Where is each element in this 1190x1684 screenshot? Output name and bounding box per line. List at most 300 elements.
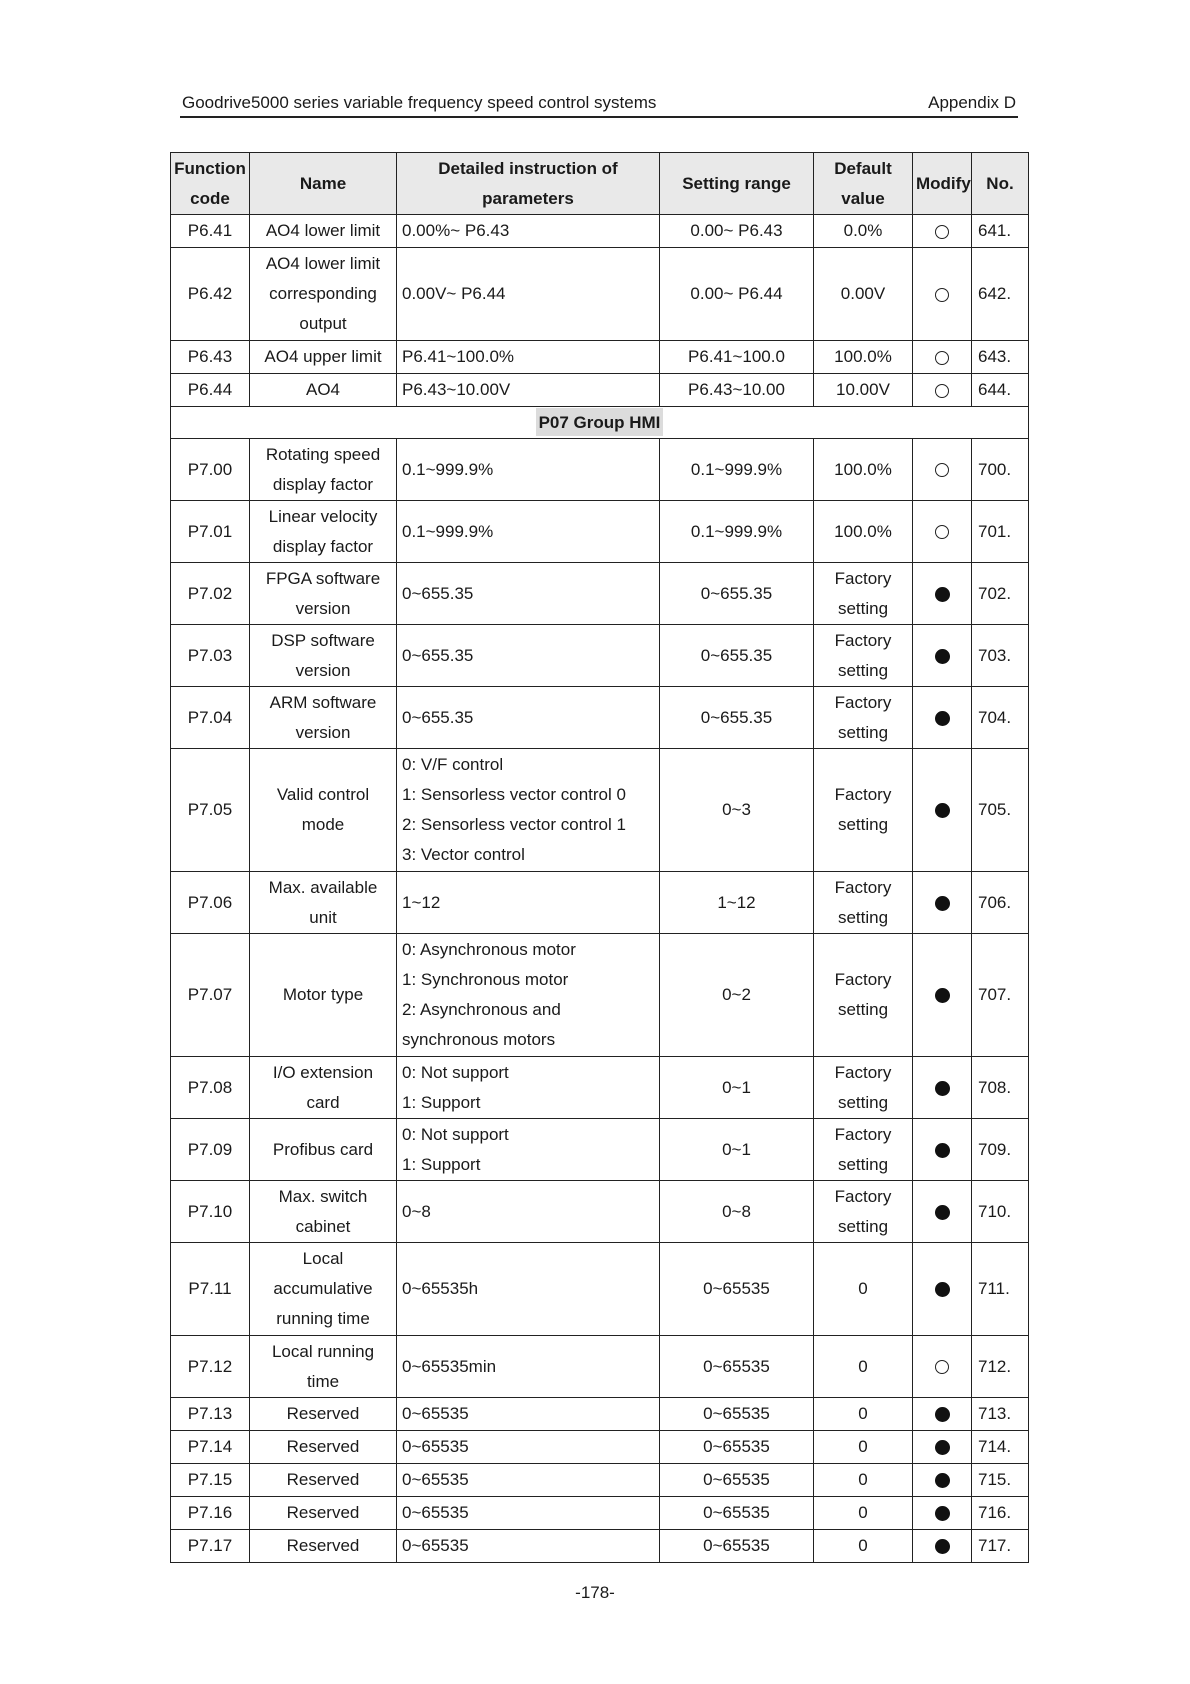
modify-cell bbox=[913, 1336, 972, 1398]
name-line: version bbox=[295, 722, 351, 742]
number-cell bbox=[972, 1398, 1029, 1431]
parameter-number: 717. bbox=[978, 1536, 1012, 1555]
setting-range: 0~65535 bbox=[703, 1437, 770, 1456]
name-cell bbox=[250, 1398, 397, 1431]
name-cell bbox=[250, 215, 397, 248]
detail-cell bbox=[397, 1119, 660, 1181]
function-code-cell bbox=[171, 563, 250, 625]
name-line: Max. switch bbox=[278, 1186, 368, 1206]
filled-circle-icon bbox=[935, 1282, 950, 1297]
default-line: setting bbox=[837, 907, 889, 927]
number-cell bbox=[972, 563, 1029, 625]
filled-circle-icon bbox=[935, 1143, 950, 1158]
setting-range-cell bbox=[660, 374, 814, 407]
filled-circle-icon bbox=[935, 896, 950, 911]
parameter-number: 702. bbox=[978, 583, 1012, 603]
table-row bbox=[171, 1497, 1029, 1530]
function-code: P7.17 bbox=[187, 1536, 233, 1555]
filled-circle-icon bbox=[935, 803, 950, 818]
function-code-cell bbox=[171, 687, 250, 749]
filled-circle-icon bbox=[935, 1473, 950, 1488]
function-code-cell bbox=[171, 341, 250, 374]
detail-cell bbox=[397, 248, 660, 341]
function-code-cell bbox=[171, 248, 250, 341]
name-line: Reserved bbox=[286, 1437, 360, 1456]
name-line: DSP software bbox=[271, 630, 375, 650]
detail-cell bbox=[397, 1464, 660, 1497]
detail-line: 0: Asynchronous motor bbox=[402, 940, 576, 959]
function-code: P7.07 bbox=[187, 985, 233, 1004]
default-value-cell bbox=[814, 563, 913, 625]
setting-range-cell bbox=[660, 563, 814, 625]
default-line: Factory bbox=[834, 1186, 892, 1206]
name-line: Profibus card bbox=[272, 1139, 374, 1159]
parameter-number: 706. bbox=[978, 892, 1012, 912]
number-cell bbox=[972, 687, 1029, 749]
function-code: P7.15 bbox=[187, 1470, 233, 1489]
number-cell bbox=[972, 625, 1029, 687]
parameter-number: 642. bbox=[978, 284, 1012, 303]
column-header-no: No. bbox=[972, 153, 1029, 215]
default-line: 100.0% bbox=[834, 459, 892, 479]
name-line: AO4 upper limit bbox=[264, 347, 382, 366]
detail-line: 0~65535 bbox=[402, 1536, 469, 1555]
setting-range-cell bbox=[660, 1243, 814, 1336]
number-cell bbox=[972, 1464, 1029, 1497]
default-line: setting bbox=[837, 598, 889, 618]
name-line: AO4 bbox=[305, 380, 341, 399]
number-cell bbox=[972, 934, 1029, 1057]
modify-cell bbox=[913, 872, 972, 934]
number-cell bbox=[972, 1181, 1029, 1243]
detail-cell bbox=[397, 374, 660, 407]
name-cell bbox=[250, 563, 397, 625]
default-line: Factory bbox=[834, 692, 892, 712]
function-code: P7.05 bbox=[187, 800, 233, 819]
modify-cell bbox=[913, 749, 972, 872]
detail-cell bbox=[397, 1336, 660, 1398]
default-line: 0.0% bbox=[843, 221, 883, 240]
setting-range: P6.43~10.00 bbox=[688, 380, 785, 399]
open-circle-icon bbox=[935, 1360, 949, 1374]
modify-cell bbox=[913, 563, 972, 625]
detail-line: 0~65535h bbox=[402, 1279, 479, 1298]
setting-range: 0~8 bbox=[722, 1201, 751, 1221]
detail-line: 0~65535min bbox=[402, 1356, 497, 1376]
function-code-cell bbox=[171, 1530, 250, 1563]
parameter-number: 713. bbox=[978, 1404, 1012, 1423]
section-label: Appendix D bbox=[928, 93, 1016, 112]
name-line: running time bbox=[276, 1309, 370, 1328]
name-cell bbox=[250, 687, 397, 749]
detail-line: 0~65535 bbox=[402, 1404, 469, 1423]
filled-circle-icon bbox=[935, 1440, 950, 1455]
function-code: P7.06 bbox=[187, 892, 233, 912]
detail-cell bbox=[397, 872, 660, 934]
detail-line: 1: Sensorless vector control 0 bbox=[402, 785, 626, 804]
table-row bbox=[171, 501, 1029, 563]
detail-line: 0~655.35 bbox=[402, 707, 474, 727]
table-body-after-group bbox=[171, 439, 1029, 1563]
setting-range: 0~655.35 bbox=[700, 583, 773, 603]
number-cell bbox=[972, 501, 1029, 563]
setting-range-cell bbox=[660, 215, 814, 248]
function-code: P7.03 bbox=[187, 645, 233, 665]
detail-line: 0.00V~ P6.44 bbox=[402, 284, 506, 303]
modify-cell bbox=[913, 934, 972, 1057]
setting-range: P6.41~100.0 bbox=[688, 347, 785, 366]
name-cell bbox=[250, 501, 397, 563]
name-line: Valid control bbox=[276, 785, 370, 804]
function-code: P6.44 bbox=[187, 380, 233, 399]
name-line: Reserved bbox=[286, 1404, 360, 1423]
parameter-number: 712. bbox=[978, 1356, 1012, 1376]
detail-cell bbox=[397, 934, 660, 1057]
setting-range: 0~65535 bbox=[703, 1356, 770, 1376]
default-value-cell bbox=[814, 625, 913, 687]
default-line: setting bbox=[837, 660, 889, 680]
name-cell bbox=[250, 1243, 397, 1336]
parameter-number: 710. bbox=[978, 1201, 1012, 1221]
setting-range-cell bbox=[660, 1181, 814, 1243]
open-circle-icon bbox=[935, 288, 949, 302]
function-code-cell bbox=[171, 1398, 250, 1431]
modify-cell bbox=[913, 1057, 972, 1119]
group-label: P07 Group HMI bbox=[536, 408, 664, 436]
name-cell bbox=[250, 749, 397, 872]
default-value-cell bbox=[814, 1181, 913, 1243]
function-code-cell bbox=[171, 1243, 250, 1336]
function-code: P7.08 bbox=[187, 1077, 233, 1097]
group-header-row bbox=[171, 407, 1029, 439]
name-cell bbox=[250, 1181, 397, 1243]
table-row bbox=[171, 1119, 1029, 1181]
modify-cell bbox=[913, 1181, 972, 1243]
detail-cell bbox=[397, 625, 660, 687]
default-value-cell bbox=[814, 934, 913, 1057]
open-circle-icon bbox=[935, 525, 949, 539]
default-line: 0 bbox=[858, 1437, 868, 1456]
table-header-row bbox=[171, 153, 1029, 215]
detail-line: synchronous motors bbox=[402, 1030, 556, 1049]
modify-cell bbox=[913, 374, 972, 407]
function-code-cell bbox=[171, 625, 250, 687]
setting-range-cell bbox=[660, 1336, 814, 1398]
modify-cell bbox=[913, 1497, 972, 1530]
page-header bbox=[180, 92, 1018, 118]
function-code: P7.11 bbox=[188, 1279, 232, 1298]
setting-range-cell bbox=[660, 934, 814, 1057]
name-line: card bbox=[306, 1092, 340, 1112]
setting-range: 0~65535 bbox=[703, 1470, 770, 1489]
parameter-number: 703. bbox=[978, 645, 1012, 665]
setting-range: 1~12 bbox=[717, 892, 756, 912]
default-value-cell bbox=[814, 374, 913, 407]
number-cell bbox=[972, 1497, 1029, 1530]
default-value-cell bbox=[814, 1243, 913, 1336]
modify-cell bbox=[913, 215, 972, 248]
default-value-cell bbox=[814, 1336, 913, 1398]
open-circle-icon bbox=[935, 351, 949, 365]
table-row bbox=[171, 1336, 1029, 1398]
table-row bbox=[171, 215, 1029, 248]
table-body-before-group bbox=[171, 215, 1029, 407]
detail-cell bbox=[397, 501, 660, 563]
name-line: Rotating speed bbox=[265, 444, 381, 464]
name-line: cabinet bbox=[295, 1216, 351, 1236]
default-line: setting bbox=[837, 1092, 889, 1112]
detail-line: 0~655.35 bbox=[402, 645, 474, 665]
number-cell bbox=[972, 1119, 1029, 1181]
column-header-default-value: Default value bbox=[814, 153, 913, 215]
detail-cell bbox=[397, 1530, 660, 1563]
function-code: P7.16 bbox=[187, 1503, 233, 1522]
name-line: Reserved bbox=[286, 1470, 360, 1489]
setting-range-cell bbox=[660, 1057, 814, 1119]
modify-cell bbox=[913, 1464, 972, 1497]
parameter-number: 711. bbox=[978, 1279, 1010, 1298]
number-cell bbox=[972, 749, 1029, 872]
number-cell bbox=[972, 1431, 1029, 1464]
modify-cell bbox=[913, 625, 972, 687]
setting-range: 0~65535 bbox=[703, 1404, 770, 1423]
number-cell bbox=[972, 374, 1029, 407]
function-code-cell bbox=[171, 1119, 250, 1181]
setting-range-cell bbox=[660, 687, 814, 749]
default-line: setting bbox=[837, 1154, 889, 1174]
setting-range-cell bbox=[660, 1398, 814, 1431]
default-line: Factory bbox=[834, 877, 892, 897]
function-code: P6.41 bbox=[187, 221, 233, 240]
function-code-cell bbox=[171, 1336, 250, 1398]
setting-range: 0.1~999.9% bbox=[690, 521, 783, 541]
parameter-number: 700. bbox=[978, 459, 1012, 479]
parameter-number: 644. bbox=[978, 380, 1012, 399]
name-line: Local running bbox=[271, 1341, 375, 1361]
modify-cell bbox=[913, 248, 972, 341]
function-code: P7.10 bbox=[187, 1201, 233, 1221]
name-cell bbox=[250, 1464, 397, 1497]
default-value-cell bbox=[814, 1497, 913, 1530]
name-line: version bbox=[295, 598, 351, 618]
detail-line: 2: Sensorless vector control 1 bbox=[402, 815, 626, 834]
name-cell bbox=[250, 439, 397, 501]
table-row bbox=[171, 563, 1029, 625]
parameter-number: 709. bbox=[978, 1139, 1012, 1159]
table-row bbox=[171, 749, 1029, 872]
function-code: P7.12 bbox=[187, 1356, 233, 1376]
name-line: Max. available bbox=[268, 877, 378, 897]
detail-line: 1: Synchronous motor bbox=[402, 970, 569, 989]
default-line: setting bbox=[837, 815, 889, 834]
setting-range-cell bbox=[660, 341, 814, 374]
default-line: 100.0% bbox=[834, 521, 892, 541]
table-row bbox=[171, 1398, 1029, 1431]
column-header-setting-range: Setting range bbox=[660, 153, 814, 215]
name-line: I/O extension bbox=[272, 1062, 374, 1082]
table-row bbox=[171, 934, 1029, 1057]
default-value-cell bbox=[814, 1464, 913, 1497]
function-code-cell bbox=[171, 439, 250, 501]
setting-range-cell bbox=[660, 1530, 814, 1563]
document-title: Goodrive5000 series variable frequency speed control systems bbox=[182, 93, 657, 112]
function-code: P7.09 bbox=[187, 1139, 233, 1159]
name-line: Reserved bbox=[286, 1503, 360, 1522]
column-header-detail: Detailed instruction of parameters bbox=[397, 153, 660, 215]
name-cell bbox=[250, 1431, 397, 1464]
detail-cell bbox=[397, 341, 660, 374]
setting-range-cell bbox=[660, 1497, 814, 1530]
parameter-number: 641. bbox=[978, 221, 1012, 240]
name-line: AO4 lower limit bbox=[265, 221, 381, 240]
name-line: time bbox=[306, 1371, 340, 1391]
detail-cell bbox=[397, 1398, 660, 1431]
column-header-modify: Modify bbox=[913, 153, 972, 215]
function-code: P7.14 bbox=[187, 1437, 233, 1456]
default-line: 0 bbox=[858, 1503, 868, 1522]
detail-line: 3: Vector control bbox=[402, 845, 525, 864]
function-code-cell bbox=[171, 1431, 250, 1464]
name-line: display factor bbox=[272, 536, 374, 556]
modify-cell bbox=[913, 1243, 972, 1336]
parameter-number: 716. bbox=[978, 1503, 1012, 1522]
detail-line: 0: Not support bbox=[402, 1062, 509, 1082]
name-line: corresponding bbox=[269, 284, 377, 303]
detail-cell bbox=[397, 687, 660, 749]
default-line: Factory bbox=[834, 970, 892, 989]
function-code-cell bbox=[171, 1497, 250, 1530]
filled-circle-icon bbox=[935, 711, 950, 726]
table-row bbox=[171, 1181, 1029, 1243]
default-line: Factory bbox=[834, 1124, 892, 1144]
name-line: display factor bbox=[272, 474, 374, 494]
modify-cell bbox=[913, 1530, 972, 1563]
name-line: AO4 lower limit bbox=[265, 254, 381, 273]
name-cell bbox=[250, 934, 397, 1057]
parameter-number: 708. bbox=[978, 1077, 1012, 1097]
default-value-cell bbox=[814, 1057, 913, 1119]
detail-line: 0~65535 bbox=[402, 1470, 469, 1489]
detail-line: 0: V/F control bbox=[402, 755, 504, 774]
filled-circle-icon bbox=[935, 1205, 950, 1220]
page-number: -178- bbox=[575, 1583, 615, 1602]
filled-circle-icon bbox=[935, 587, 950, 602]
function-code-cell bbox=[171, 1181, 250, 1243]
default-line: 0 bbox=[858, 1404, 868, 1423]
detail-line: 0.00%~ P6.43 bbox=[402, 221, 510, 240]
default-value-cell bbox=[814, 248, 913, 341]
name-cell bbox=[250, 341, 397, 374]
filled-circle-icon bbox=[935, 649, 950, 664]
detail-cell bbox=[397, 1057, 660, 1119]
function-code: P7.13 bbox=[187, 1404, 233, 1423]
name-cell bbox=[250, 1057, 397, 1119]
setting-range: 0~1 bbox=[722, 1077, 751, 1097]
default-line: 0.00V bbox=[840, 284, 886, 303]
setting-range: 0.1~999.9% bbox=[690, 459, 783, 479]
function-code: P6.43 bbox=[187, 347, 233, 366]
table-row bbox=[171, 1464, 1029, 1497]
name-line: Local bbox=[302, 1249, 344, 1268]
modify-cell bbox=[913, 687, 972, 749]
setting-range: 0~1 bbox=[722, 1139, 751, 1159]
number-cell bbox=[972, 439, 1029, 501]
name-line: FPGA software bbox=[265, 568, 381, 588]
detail-line: 0~65535 bbox=[402, 1503, 469, 1522]
table-row bbox=[171, 374, 1029, 407]
open-circle-icon bbox=[935, 384, 949, 398]
default-line: setting bbox=[837, 722, 889, 742]
detail-line: 1~12 bbox=[402, 892, 441, 912]
table-row bbox=[171, 1530, 1029, 1563]
name-line: unit bbox=[309, 907, 337, 927]
detail-cell bbox=[397, 215, 660, 248]
default-line: 0 bbox=[858, 1279, 868, 1298]
number-cell bbox=[972, 1336, 1029, 1398]
setting-range: 0~655.35 bbox=[700, 707, 773, 727]
default-line: Factory bbox=[834, 568, 892, 588]
default-line: 10.00V bbox=[836, 380, 890, 399]
detail-cell bbox=[397, 749, 660, 872]
name-line: Motor type bbox=[282, 985, 364, 1004]
name-cell bbox=[250, 374, 397, 407]
parameter-number: 643. bbox=[978, 347, 1012, 366]
function-code-cell bbox=[171, 749, 250, 872]
function-code: P7.01 bbox=[187, 521, 233, 541]
detail-cell bbox=[397, 439, 660, 501]
parameter-number: 707. bbox=[978, 985, 1012, 1004]
setting-range: 0.00~ P6.44 bbox=[690, 284, 783, 303]
table-row bbox=[171, 439, 1029, 501]
detail-line: 1: Support bbox=[402, 1154, 481, 1174]
number-cell bbox=[972, 248, 1029, 341]
table-row bbox=[171, 687, 1029, 749]
setting-range-cell bbox=[660, 1431, 814, 1464]
function-code: P7.00 bbox=[187, 459, 233, 479]
name-line: mode bbox=[301, 815, 345, 834]
column-header-function-code: Function code bbox=[171, 153, 250, 215]
modify-cell bbox=[913, 1398, 972, 1431]
function-code: P6.42 bbox=[187, 284, 233, 303]
filled-circle-icon bbox=[935, 1081, 950, 1096]
name-line: output bbox=[299, 314, 347, 333]
setting-range-cell bbox=[660, 501, 814, 563]
parameter-number: 701. bbox=[978, 521, 1012, 541]
default-value-cell bbox=[814, 1530, 913, 1563]
number-cell bbox=[972, 1243, 1029, 1336]
default-line: 100.0% bbox=[834, 347, 892, 366]
default-value-cell bbox=[814, 501, 913, 563]
table-row bbox=[171, 341, 1029, 374]
default-line: Factory bbox=[834, 1062, 892, 1082]
modify-cell bbox=[913, 1431, 972, 1464]
detail-line: 0~8 bbox=[402, 1201, 431, 1221]
modify-cell bbox=[913, 439, 972, 501]
default-line: 0 bbox=[858, 1356, 868, 1376]
setting-range: 0.00~ P6.43 bbox=[690, 221, 783, 240]
parameter-number: 705. bbox=[978, 800, 1012, 819]
setting-range-cell bbox=[660, 1464, 814, 1497]
number-cell bbox=[972, 1530, 1029, 1563]
modify-cell bbox=[913, 1119, 972, 1181]
table-row bbox=[171, 1431, 1029, 1464]
number-cell bbox=[972, 341, 1029, 374]
detail-line: P6.41~100.0% bbox=[402, 347, 515, 366]
group-section bbox=[171, 407, 1029, 439]
table-row bbox=[171, 1057, 1029, 1119]
default-line: 0 bbox=[858, 1536, 868, 1555]
name-line: Linear velocity bbox=[268, 506, 378, 526]
